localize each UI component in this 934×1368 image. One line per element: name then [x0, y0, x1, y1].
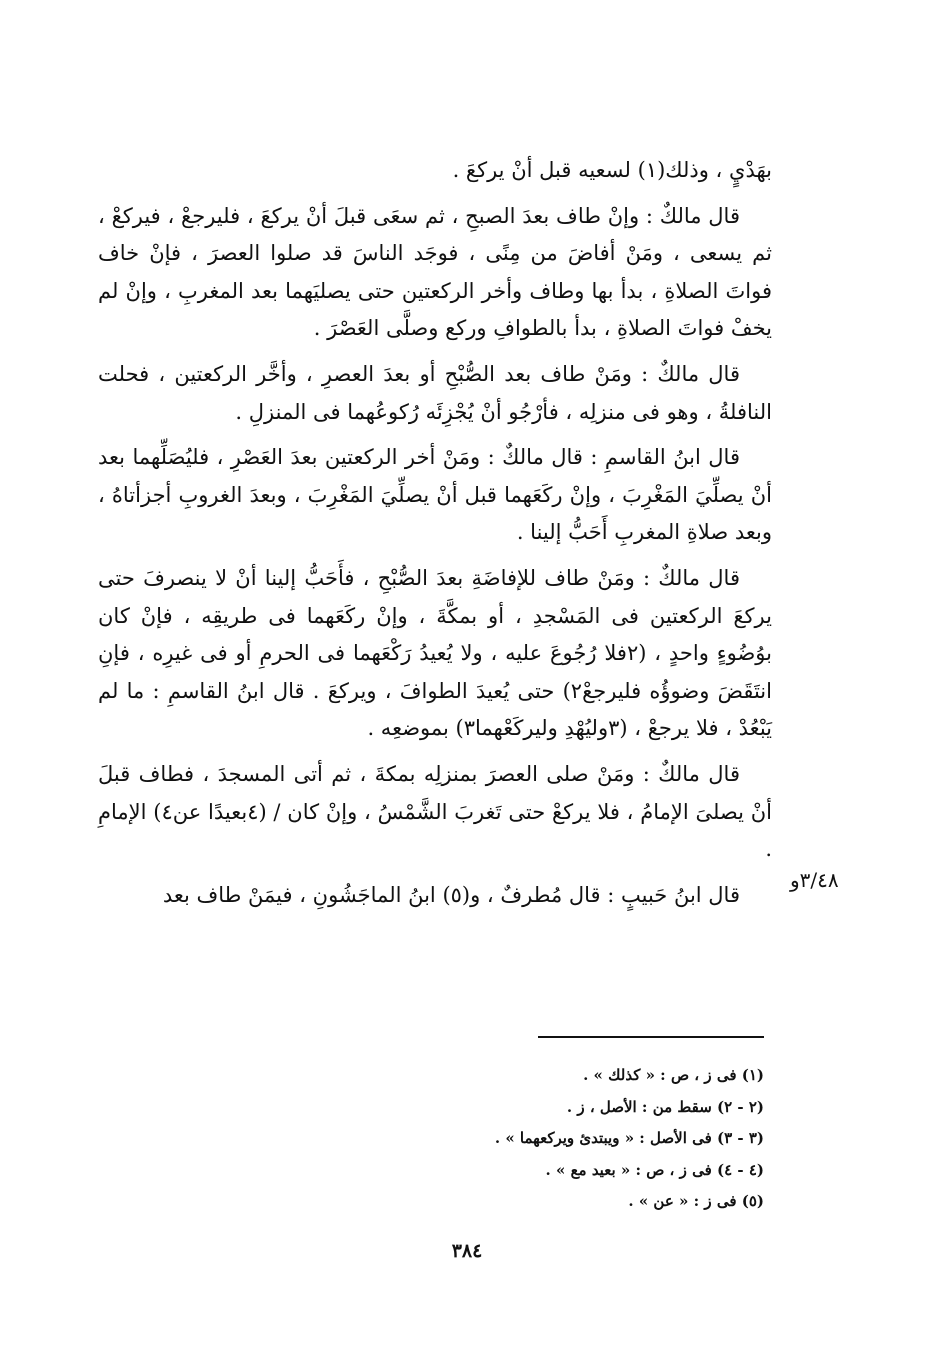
body-text [98, 152, 772, 922]
footnote-1: (١) فى ز ، ص : « كذلك » . [583, 1066, 764, 1084]
paragraph-5: قال مالكٌ : ومَنْ طاف للإفاضَةِ بعدَ الصُّبْحِ ، فأَحَبُّ إلينا أنْ لا ينصرفَ حتى يركعَ الركعتين فى المَسْجدِ ، أو بمكَّةَ ، وإنْ ركَعَهما فى طريقِه ، فإنْ كان بوُضُوءٍ واحدٍ ، (٢فلا رُجُوعَ عليه ، ولا يُعيدُ رَكْعَهما فى الحرمِ أو فى غيرِه ، فإنِ انتَقَضَ وضوؤُه فليرجعْ٢) حتى يُعيدَ الطوافَ ، ويركعَ . قال ابنُ القاسمِ : ما لم يَبْعُدْ ، فلا يرجعْ ، (٣وليُهْدِ وليركَعْهما٣) بموضعِه . [98, 565, 772, 741]
paragraph-7: قال ابنُ حَبيبٍ : قال مُطرفٌ ، و(٥) ابنُ الماجَشُونِ ، فيمَنْ طاف بعد [162, 882, 740, 907]
footnote-4: (٤ - ٤) فى ز ، ص : « بعيد مع » . [545, 1160, 764, 1179]
paragraph-3: قال مالكٌ : ومَنْ طاف بعد الصُّبْحِ أو بعدَ العصرِ ، وأخَّر الركعتين ، فحلت النافلةُ ، وهو فى منزلِه ، فأرْجُو أنْ يُجْزِئَه رُكوعُهما فى المنزلِ . [98, 361, 772, 424]
footnotes [380, 1060, 764, 1218]
paragraph-2: قال مالكٌ : وإنْ طاف بعدَ الصبحِ ، ثم سعَى قبلَ أنْ يركعَ ، فليرجعْ ، فيركعْ ، ثم يسعى ، ومَنْ أفاضَ من مِنًى ، فوجَد الناسَ قد صلوا العصرَ ، فإنْ خاف فواتَ الصلاةِ ، بدأ بها وطاف وأخر الركعتين حتى يصليَهما بعد المغربِ ، وإنْ لم يخفْ فواتَ الصلاةِ ، بدأ بالطوافِ وركع وصلَّى العَصْرَ . [98, 203, 772, 341]
footnote-2: (٢ - ٢) سقط من : الأصل ، ز . [566, 1097, 764, 1116]
footnote-5: (٥) فى ز : « عن » . [628, 1192, 764, 1210]
paragraph-6: قال مالكٌ : ومَنْ صلى العصرَ بمنزلِه بمكةَ ، ثم أتى المسجدَ ، فطاف قبلَ أنْ يصلىَ الإمامُ ، فلا يركعْ حتى تَغربَ الشَّمْسُ ، وإنْ كان / (٤بعيدًا عن٤) الإمامِ . [98, 761, 772, 862]
folio-margin-note: ٣/٤٨و [790, 868, 839, 892]
page-number: ٣٨٤ [451, 1240, 483, 1262]
footnote-divider [538, 1036, 764, 1038]
paragraph-4: قال ابنُ القاسمِ : قال مالكٌ : ومَنْ أخر الركعتين بعدَ العَصْرِ ، فليُصَلِّهما بعد أنْ يصلِّيَ المَغْرِبَ ، وإنْ ركَعَهما قبل أنْ يصلِّيَ المَغْرِبَ ، وبعدَ الغروبِ أجزأتاهُ ، وبعد صلاةِ المغربِ أَحَبُّ إلينا . [98, 445, 772, 545]
paragraph-1: بهَدْيٍ ، وذلك(١) لسعيه قبل أنْ يركعَ . [452, 158, 772, 182]
footnote-3: (٣ - ٣) فى الأصل : « ويبتدئ ويركعهما » . [494, 1129, 764, 1147]
